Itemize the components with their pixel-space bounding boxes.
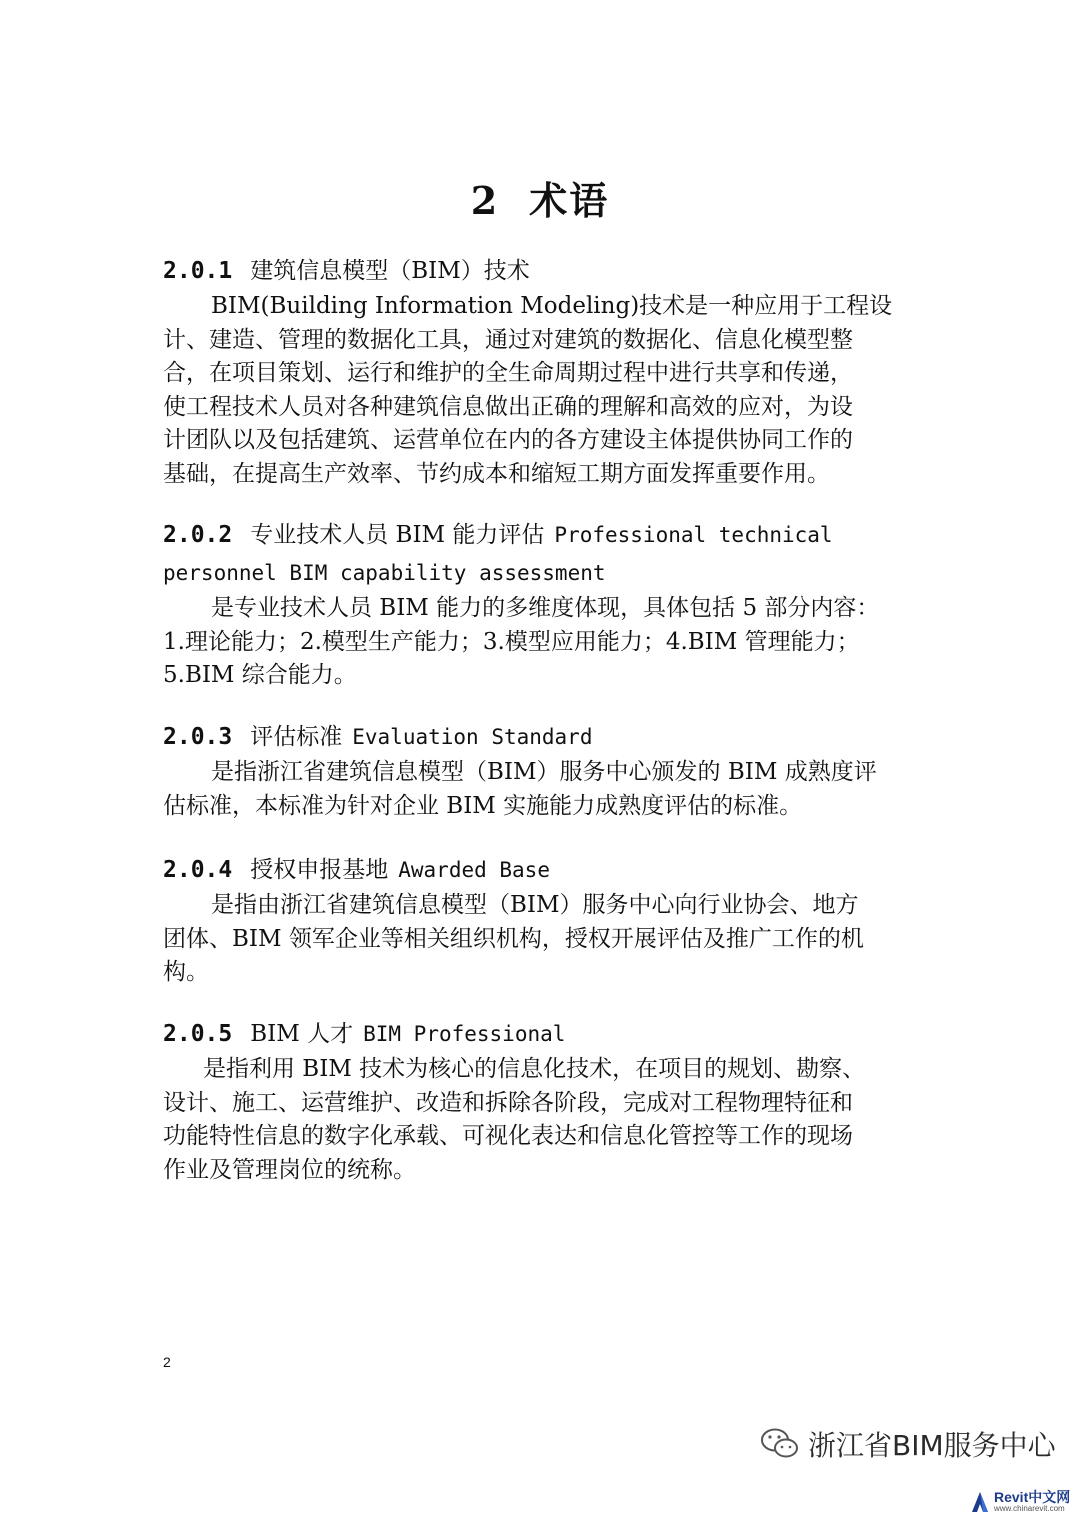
section-heading bbox=[163, 516, 923, 554]
chapter-title: 术语 bbox=[529, 178, 610, 223]
section-number: 2.0.1 bbox=[163, 258, 233, 284]
section-heading-english-continued: personnel BIM capability assessment bbox=[163, 561, 606, 585]
section-heading bbox=[163, 851, 923, 889]
page-number: 2 bbox=[163, 1354, 171, 1370]
section-number: 2.0.4 bbox=[163, 857, 233, 883]
watermark-text: 浙江省BIM服务中心 bbox=[808, 1429, 1056, 1462]
section-heading bbox=[163, 718, 923, 756]
body-line: 1.理论能力；2.模型生产能力；3.模型应用能力；4.BIM 管理能力； bbox=[163, 628, 860, 655]
section-body bbox=[163, 592, 923, 693]
section-body bbox=[163, 889, 923, 990]
section-2-0-5 bbox=[163, 1015, 923, 1187]
logo-brand-text: Revit中文网 bbox=[994, 1489, 1071, 1505]
section-heading-text: 授权申报基地 bbox=[250, 857, 389, 883]
section-heading bbox=[163, 1015, 923, 1053]
section-body bbox=[163, 290, 923, 491]
body-line: 是指浙江省建筑信息模型（BIM）服务中心颁发的 BIM 成熟度评 bbox=[211, 759, 877, 785]
section-2-0-1 bbox=[163, 252, 923, 491]
section-heading-english: Evaluation Standard bbox=[352, 725, 593, 749]
wechat-watermark bbox=[760, 1424, 1056, 1464]
body-line: BIM(Building Information Modeling)技术是一种应用于工程设 bbox=[211, 293, 893, 319]
body-line: 基础，在提高生产效率、节约成本和缩短工期方面发挥重要作用。 bbox=[163, 460, 830, 487]
section-2-0-2 bbox=[163, 516, 923, 693]
section-heading-english: Awarded Base bbox=[398, 858, 550, 882]
body-line: 设计、施工、运营维护、改造和拆除各阶段，完成对工程物理特征和 bbox=[163, 1089, 853, 1116]
site-logo bbox=[970, 1490, 1070, 1514]
body-line: 计、建造、管理的数据化工具，通过对建筑的数据化、信息化模型整 bbox=[163, 326, 853, 353]
body-line: 团体、BIM 领军企业等相关组织机构，授权开展评估及推广工作的机 bbox=[163, 925, 864, 952]
section-heading-continued bbox=[163, 554, 923, 592]
body-line: 是指由浙江省建筑信息模型（BIM）服务中心向行业协会、地方 bbox=[211, 892, 859, 918]
section-heading-text: BIM 人才 bbox=[250, 1021, 354, 1047]
body-line: 作业及管理岗位的统称。 bbox=[163, 1156, 416, 1183]
body-line: 是指利用 BIM 技术为核心的信息化技术，在项目的规划、勘察、 bbox=[203, 1056, 866, 1082]
section-number: 2.0.5 bbox=[163, 1021, 233, 1047]
section-heading-english: Professional technical bbox=[554, 523, 833, 547]
body-line: 功能特性信息的数字化承载、可视化表达和信息化管控等工作的现场 bbox=[163, 1123, 853, 1149]
body-line: 是专业技术人员 BIM 能力的多维度体现，具体包括 5 部分内容： bbox=[211, 595, 880, 621]
section-number: 2.0.2 bbox=[163, 522, 233, 548]
body-line: 使工程技术人员对各种建筑信息做出正确的理解和高效的应对，为设 bbox=[163, 393, 853, 420]
page-title bbox=[0, 170, 1080, 225]
body-line: 估标准，本标准为针对企业 BIM 实施能力成熟度评估的标准。 bbox=[163, 792, 803, 819]
body-line: 5.BIM 综合能力。 bbox=[163, 662, 357, 688]
body-line: 计团队以及包括建筑、运营单位在内的各方建设主体提供协同工作的 bbox=[163, 427, 853, 453]
body-line: 合，在项目策划、运行和维护的全生命周期过程中进行共享和传递， bbox=[163, 360, 853, 386]
logo-site-text: www.chinarevit.com bbox=[994, 1504, 1065, 1513]
section-heading-text: 评估标准 bbox=[250, 724, 343, 750]
section-body bbox=[163, 756, 923, 823]
revit-logo-icon bbox=[970, 1490, 990, 1514]
section-heading-english: BIM Professional bbox=[363, 1022, 566, 1046]
section-heading bbox=[163, 252, 923, 290]
section-number: 2.0.3 bbox=[163, 724, 233, 750]
body-line: 构。 bbox=[163, 959, 209, 985]
section-heading-text: 专业技术人员 BIM 能力评估 bbox=[250, 522, 545, 548]
section-2-0-4 bbox=[163, 851, 923, 990]
section-2-0-3 bbox=[163, 718, 923, 823]
wechat-icon bbox=[760, 1427, 800, 1461]
section-heading-text: 建筑信息模型（BIM）技术 bbox=[250, 258, 530, 284]
section-body bbox=[163, 1053, 923, 1187]
chapter-number: 2 bbox=[470, 178, 500, 223]
